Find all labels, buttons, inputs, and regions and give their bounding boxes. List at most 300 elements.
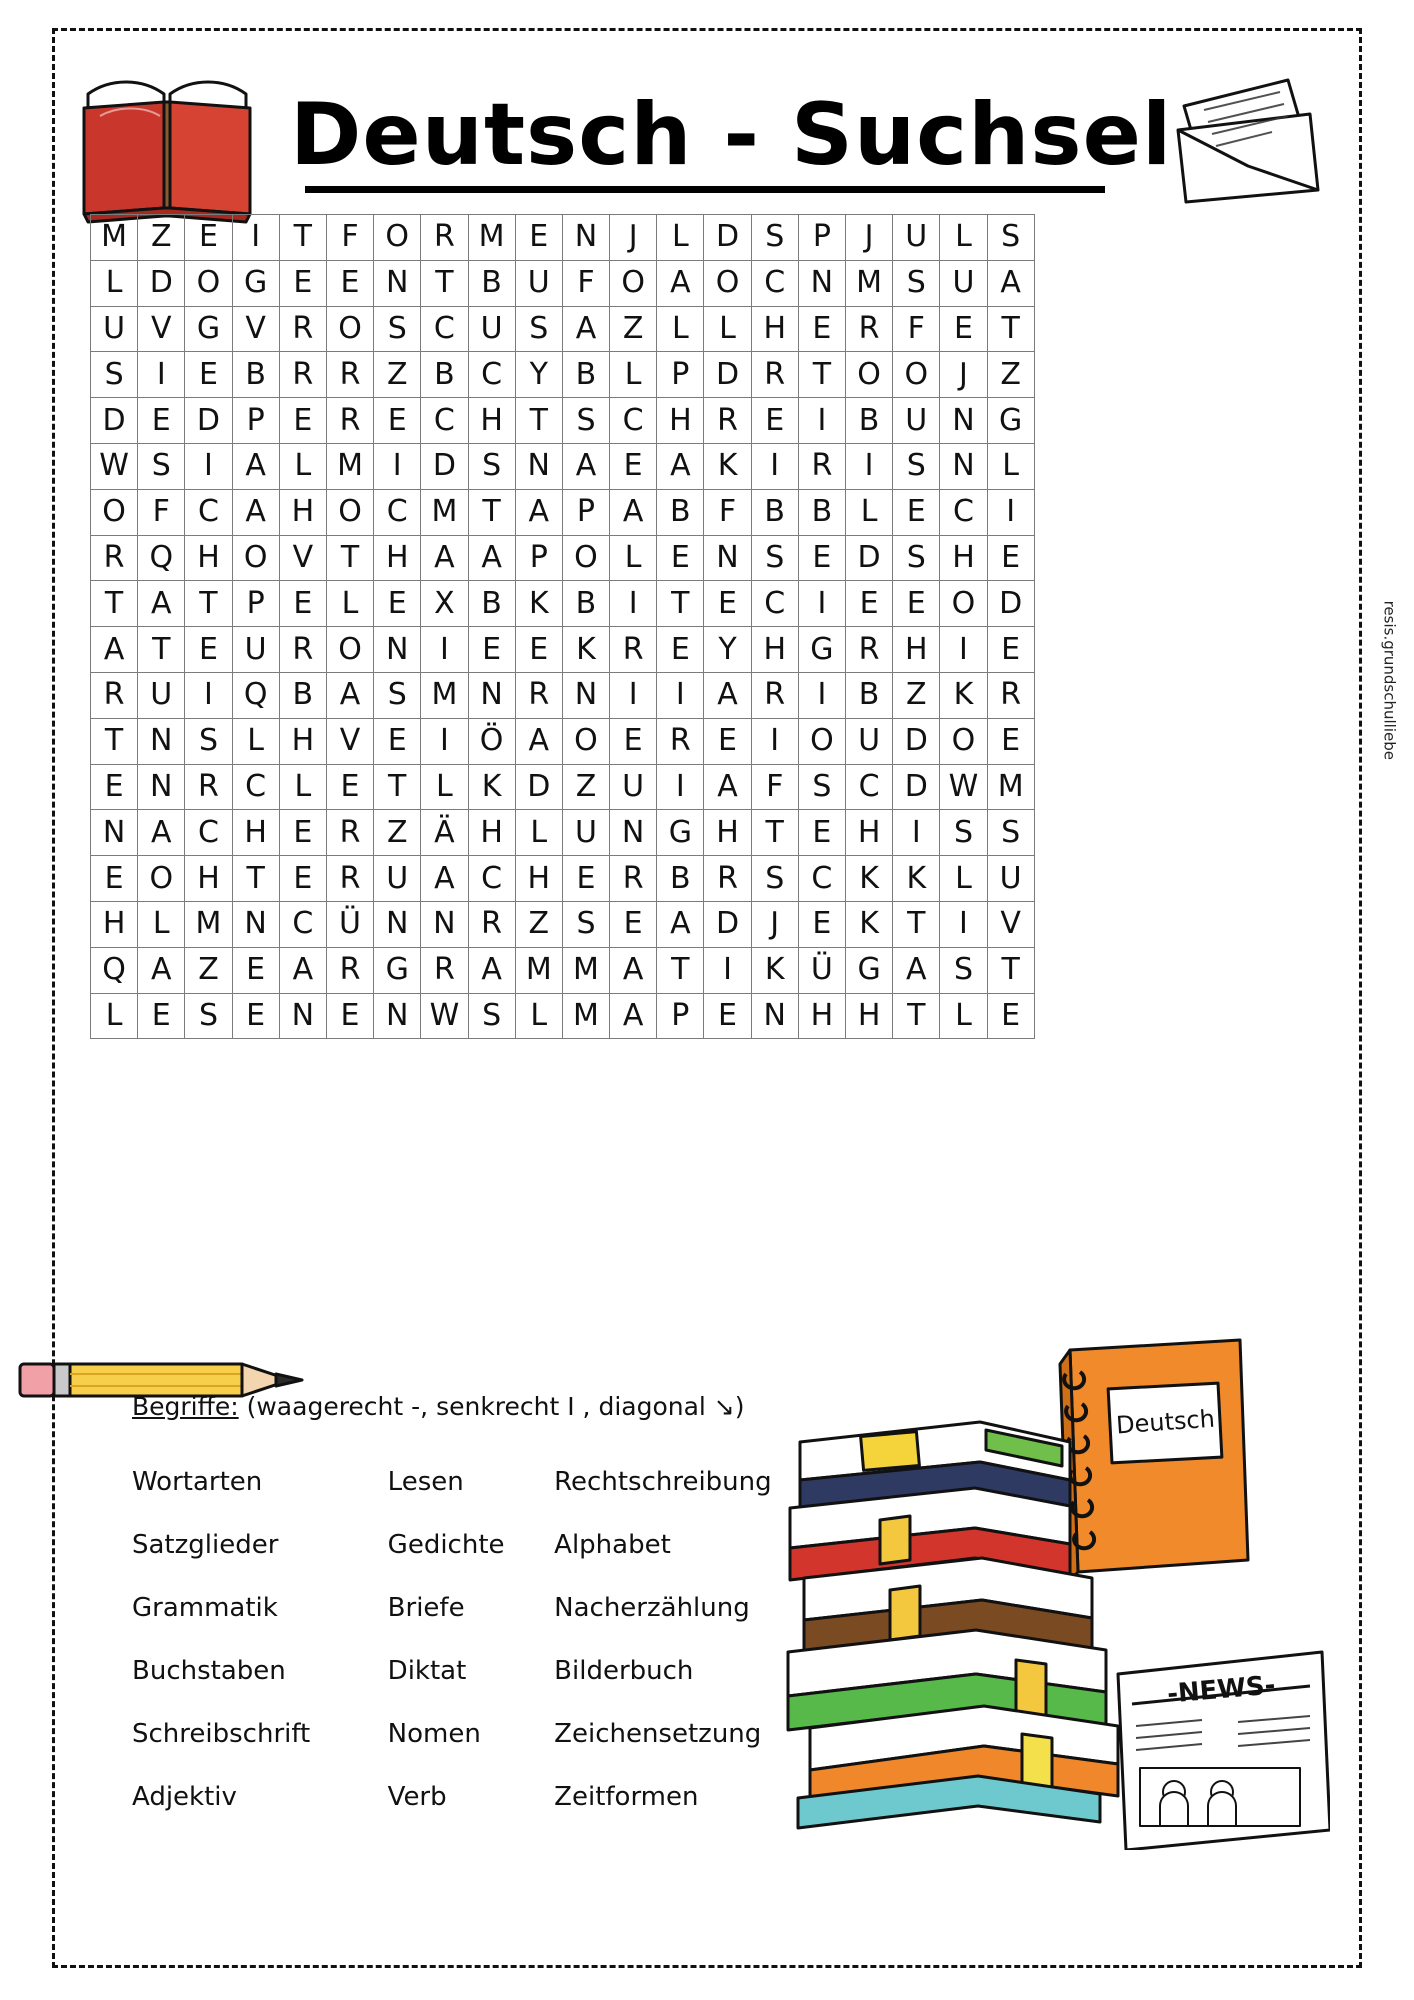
puzzle-cell[interactable]: V [326,718,373,764]
puzzle-cell[interactable]: S [91,352,138,398]
puzzle-cell[interactable]: I [940,901,987,947]
puzzle-cell[interactable]: E [232,947,279,993]
puzzle-cell[interactable]: Ü [326,901,373,947]
puzzle-cell[interactable]: A [138,947,185,993]
puzzle-cell[interactable]: D [987,581,1034,627]
puzzle-cell[interactable]: E [326,993,373,1039]
puzzle-cell[interactable]: O [326,627,373,673]
puzzle-cell[interactable]: E [610,718,657,764]
puzzle-cell[interactable]: O [940,581,987,627]
puzzle-cell[interactable]: H [279,718,326,764]
word-list-item[interactable]: Buchstaben [132,1655,286,1686]
puzzle-cell[interactable]: T [138,627,185,673]
puzzle-cell[interactable]: I [421,627,468,673]
puzzle-cell[interactable]: O [610,260,657,306]
puzzle-cell[interactable]: L [610,352,657,398]
puzzle-cell[interactable]: C [751,581,798,627]
puzzle-cell[interactable]: I [232,215,279,261]
word-list-item[interactable]: Gedichte [387,1529,505,1560]
puzzle-cell[interactable]: D [704,901,751,947]
puzzle-cell[interactable]: L [279,764,326,810]
puzzle-cell[interactable]: K [846,901,893,947]
puzzle-cell[interactable]: U [232,627,279,673]
puzzle-cell[interactable]: R [91,535,138,581]
puzzle-cell[interactable]: D [515,764,562,810]
puzzle-cell[interactable]: I [798,672,845,718]
puzzle-cell[interactable]: O [91,489,138,535]
puzzle-cell[interactable]: M [421,489,468,535]
puzzle-cell[interactable]: E [798,901,845,947]
puzzle-cell[interactable]: C [468,856,515,902]
puzzle-cell[interactable]: U [91,306,138,352]
puzzle-cell[interactable]: R [610,856,657,902]
puzzle-cell[interactable]: A [610,947,657,993]
puzzle-cell[interactable]: R [751,352,798,398]
puzzle-cell[interactable]: A [657,260,704,306]
puzzle-cell[interactable]: U [138,672,185,718]
puzzle-cell[interactable]: S [893,535,940,581]
puzzle-cell[interactable]: L [515,810,562,856]
puzzle-cell[interactable]: P [232,581,279,627]
puzzle-cell[interactable]: I [751,443,798,489]
puzzle-cell[interactable]: E [138,398,185,444]
word-list-item[interactable]: Diktat [387,1655,467,1686]
puzzle-cell[interactable]: E [279,398,326,444]
puzzle-cell[interactable]: I [657,672,704,718]
puzzle-cell[interactable]: E [374,581,421,627]
puzzle-cell[interactable]: K [468,764,515,810]
puzzle-cell[interactable]: N [374,627,421,673]
puzzle-cell[interactable]: E [279,260,326,306]
puzzle-cell[interactable]: R [515,672,562,718]
puzzle-cell[interactable]: G [987,398,1034,444]
puzzle-cell[interactable]: Q [138,535,185,581]
puzzle-cell[interactable]: L [846,489,893,535]
puzzle-cell[interactable]: A [138,581,185,627]
puzzle-cell[interactable]: H [846,993,893,1039]
puzzle-cell[interactable]: A [91,627,138,673]
puzzle-cell[interactable]: N [515,443,562,489]
puzzle-cell[interactable]: D [704,215,751,261]
puzzle-cell[interactable]: N [468,672,515,718]
puzzle-cell[interactable]: A [562,443,609,489]
puzzle-cell[interactable]: O [138,856,185,902]
puzzle-cell[interactable]: Z [562,764,609,810]
puzzle-cell[interactable]: C [279,901,326,947]
puzzle-cell[interactable]: T [91,718,138,764]
puzzle-cell[interactable]: A [515,489,562,535]
puzzle-cell[interactable]: A [515,718,562,764]
puzzle-cell[interactable]: T [798,352,845,398]
puzzle-cell[interactable]: B [562,581,609,627]
puzzle-cell[interactable]: Z [893,672,940,718]
puzzle-cell[interactable]: Ö [468,718,515,764]
puzzle-cell[interactable]: N [279,993,326,1039]
puzzle-cell[interactable]: P [232,398,279,444]
puzzle-cell[interactable]: F [326,215,373,261]
word-list-item[interactable]: Bilderbuch [554,1655,694,1686]
puzzle-cell[interactable]: C [468,352,515,398]
puzzle-cell[interactable]: I [987,489,1034,535]
puzzle-cell[interactable]: G [374,947,421,993]
puzzle-cell[interactable]: H [751,627,798,673]
puzzle-cell[interactable]: A [421,856,468,902]
puzzle-cell[interactable]: B [468,260,515,306]
puzzle-cell[interactable]: R [751,672,798,718]
puzzle-cell[interactable]: O [374,215,421,261]
puzzle-cell[interactable]: E [610,901,657,947]
puzzle-cell[interactable]: M [562,993,609,1039]
puzzle-cell[interactable]: U [468,306,515,352]
puzzle-cell[interactable]: O [798,718,845,764]
puzzle-cell[interactable]: D [893,718,940,764]
puzzle-cell[interactable]: I [846,443,893,489]
puzzle-cell[interactable]: T [279,215,326,261]
puzzle-cell[interactable]: F [751,764,798,810]
puzzle-cell[interactable]: D [421,443,468,489]
puzzle-cell[interactable]: V [987,901,1034,947]
puzzle-cell[interactable]: A [421,535,468,581]
puzzle-cell[interactable]: F [562,260,609,306]
puzzle-cell[interactable]: E [374,398,421,444]
puzzle-cell[interactable]: U [893,398,940,444]
puzzle-cell[interactable]: C [798,856,845,902]
puzzle-cell[interactable]: E [279,581,326,627]
puzzle-cell[interactable]: B [562,352,609,398]
puzzle-cell[interactable]: J [610,215,657,261]
puzzle-cell[interactable]: E [515,627,562,673]
puzzle-cell[interactable]: D [704,352,751,398]
puzzle-cell[interactable]: B [279,672,326,718]
puzzle-cell[interactable]: R [279,627,326,673]
puzzle-cell[interactable]: U [987,856,1034,902]
puzzle-cell[interactable]: P [657,993,704,1039]
puzzle-cell[interactable]: I [798,398,845,444]
puzzle-cell[interactable]: H [374,535,421,581]
puzzle-cell[interactable]: E [468,627,515,673]
puzzle-cell[interactable]: R [846,627,893,673]
puzzle-cell[interactable]: C [185,810,232,856]
puzzle-cell[interactable]: E [326,260,373,306]
puzzle-cell[interactable]: B [232,352,279,398]
puzzle-cell[interactable]: D [138,260,185,306]
puzzle-cell[interactable]: N [610,810,657,856]
puzzle-cell[interactable]: E [987,993,1034,1039]
puzzle-cell[interactable]: K [515,581,562,627]
puzzle-cell[interactable]: G [798,627,845,673]
puzzle-cell[interactable]: K [562,627,609,673]
puzzle-cell[interactable]: T [326,535,373,581]
puzzle-cell[interactable]: G [185,306,232,352]
puzzle-cell[interactable]: B [798,489,845,535]
puzzle-cell[interactable]: M [421,672,468,718]
puzzle-cell[interactable]: T [468,489,515,535]
puzzle-cell[interactable]: B [421,352,468,398]
puzzle-cell[interactable]: U [515,260,562,306]
puzzle-cell[interactable]: C [421,306,468,352]
puzzle-cell[interactable]: A [704,764,751,810]
puzzle-cell[interactable]: V [232,306,279,352]
puzzle-cell[interactable]: T [374,764,421,810]
puzzle-cell[interactable]: L [326,581,373,627]
puzzle-cell[interactable]: T [421,260,468,306]
word-list-item[interactable]: Grammatik [132,1592,278,1623]
puzzle-cell[interactable]: N [138,718,185,764]
puzzle-cell[interactable]: N [798,260,845,306]
puzzle-cell[interactable]: X [421,581,468,627]
puzzle-cell[interactable]: B [846,398,893,444]
word-list-item[interactable]: Schreibschrift [132,1718,311,1749]
puzzle-cell[interactable]: C [610,398,657,444]
puzzle-cell[interactable]: W [421,993,468,1039]
puzzle-cell[interactable]: N [374,901,421,947]
puzzle-cell[interactable]: N [940,443,987,489]
puzzle-cell[interactable]: L [940,856,987,902]
puzzle-cell[interactable]: S [468,443,515,489]
puzzle-cell[interactable]: I [657,764,704,810]
puzzle-cell[interactable]: A [279,947,326,993]
puzzle-cell[interactable]: L [940,993,987,1039]
puzzle-cell[interactable]: Ä [421,810,468,856]
puzzle-cell[interactable]: M [515,947,562,993]
puzzle-cell[interactable]: I [138,352,185,398]
puzzle-cell[interactable]: A [468,535,515,581]
puzzle-cell[interactable]: S [987,810,1034,856]
puzzle-cell[interactable]: E [751,398,798,444]
puzzle-cell[interactable]: E [704,581,751,627]
puzzle-cell[interactable]: M [846,260,893,306]
puzzle-cell[interactable]: T [893,901,940,947]
puzzle-cell[interactable]: B [751,489,798,535]
puzzle-cell[interactable]: T [987,306,1034,352]
puzzle-cell[interactable]: Q [91,947,138,993]
puzzle-cell[interactable]: A [987,260,1034,306]
puzzle-cell[interactable]: A [232,443,279,489]
puzzle-cell[interactable]: R [610,627,657,673]
word-list-item[interactable]: Zeitformen [554,1781,699,1812]
puzzle-cell[interactable]: I [940,627,987,673]
puzzle-cell[interactable]: U [846,718,893,764]
puzzle-cell[interactable]: H [515,856,562,902]
word-list-item[interactable]: Wortarten [132,1466,263,1497]
puzzle-cell[interactable]: S [940,810,987,856]
puzzle-cell[interactable]: L [657,215,704,261]
puzzle-cell[interactable]: S [185,718,232,764]
puzzle-cell[interactable]: G [657,810,704,856]
puzzle-cell[interactable]: S [374,306,421,352]
puzzle-cell[interactable]: L [610,535,657,581]
puzzle-cell[interactable]: V [279,535,326,581]
puzzle-cell[interactable]: H [468,398,515,444]
puzzle-cell[interactable]: S [798,764,845,810]
puzzle-cell[interactable]: E [704,718,751,764]
puzzle-cell[interactable]: Z [374,352,421,398]
puzzle-cell[interactable]: L [987,443,1034,489]
puzzle-cell[interactable]: R [279,352,326,398]
puzzle-cell[interactable]: D [893,764,940,810]
puzzle-cell[interactable]: Ü [798,947,845,993]
puzzle-cell[interactable]: E [798,535,845,581]
puzzle-cell[interactable]: L [138,901,185,947]
puzzle-cell[interactable]: E [515,215,562,261]
word-list-item[interactable]: Nacherzählung [554,1592,750,1623]
puzzle-cell[interactable]: D [91,398,138,444]
puzzle-cell[interactable]: H [751,306,798,352]
puzzle-cell[interactable]: M [987,764,1034,810]
puzzle-cell[interactable]: W [940,764,987,810]
puzzle-cell[interactable]: R [468,901,515,947]
puzzle-cell[interactable]: U [374,856,421,902]
puzzle-cell[interactable]: E [798,810,845,856]
puzzle-cell[interactable]: I [610,581,657,627]
puzzle-cell[interactable]: K [751,947,798,993]
puzzle-cell[interactable]: F [893,306,940,352]
puzzle-cell[interactable]: E [893,581,940,627]
puzzle-cell[interactable]: N [704,535,751,581]
puzzle-cell[interactable]: A [326,672,373,718]
puzzle-cell[interactable]: A [610,489,657,535]
puzzle-cell[interactable]: L [940,215,987,261]
puzzle-cell[interactable]: C [751,260,798,306]
puzzle-cell[interactable]: O [326,489,373,535]
puzzle-cell[interactable]: G [846,947,893,993]
puzzle-cell[interactable]: T [657,947,704,993]
puzzle-cell[interactable]: E [987,627,1034,673]
puzzle-cell[interactable]: U [940,260,987,306]
puzzle-cell[interactable]: C [846,764,893,810]
puzzle-cell[interactable]: T [185,581,232,627]
puzzle-cell[interactable]: A [893,947,940,993]
word-list-item[interactable]: Alphabet [554,1529,671,1560]
puzzle-cell[interactable]: E [657,535,704,581]
puzzle-cell[interactable]: R [987,672,1034,718]
puzzle-cell[interactable]: R [326,398,373,444]
puzzle-cell[interactable]: T [657,581,704,627]
puzzle-cell[interactable]: M [468,215,515,261]
puzzle-cell[interactable]: S [893,260,940,306]
puzzle-cell[interactable]: O [846,352,893,398]
puzzle-cell[interactable]: H [798,993,845,1039]
puzzle-cell[interactable]: E [987,718,1034,764]
puzzle-cell[interactable]: L [421,764,468,810]
puzzle-cell[interactable]: O [326,306,373,352]
puzzle-cell[interactable]: Z [987,352,1034,398]
puzzle-cell[interactable]: N [562,215,609,261]
puzzle-cell[interactable]: A [610,993,657,1039]
word-search-grid[interactable] [90,214,1035,1039]
word-list-item[interactable]: Adjektiv [132,1781,237,1812]
puzzle-cell[interactable]: T [893,993,940,1039]
puzzle-cell[interactable]: R [704,398,751,444]
puzzle-cell[interactable]: S [751,535,798,581]
puzzle-cell[interactable]: L [657,306,704,352]
puzzle-cell[interactable]: T [987,947,1034,993]
puzzle-cell[interactable]: N [940,398,987,444]
puzzle-cell[interactable]: E [138,993,185,1039]
puzzle-cell[interactable]: K [940,672,987,718]
puzzle-cell[interactable]: S [562,398,609,444]
puzzle-cell[interactable]: M [91,215,138,261]
puzzle-cell[interactable]: E [987,535,1034,581]
puzzle-cell[interactable]: A [138,810,185,856]
puzzle-cell[interactable]: N [374,260,421,306]
puzzle-cell[interactable]: E [279,810,326,856]
puzzle-cell[interactable]: Z [185,947,232,993]
puzzle-cell[interactable]: Y [515,352,562,398]
puzzle-cell[interactable]: E [91,764,138,810]
puzzle-cell[interactable]: S [468,993,515,1039]
puzzle-cell[interactable]: M [326,443,373,489]
puzzle-cell[interactable]: H [185,856,232,902]
puzzle-cell[interactable]: I [704,947,751,993]
puzzle-cell[interactable]: E [893,489,940,535]
puzzle-cell[interactable]: I [421,718,468,764]
puzzle-cell[interactable]: U [562,810,609,856]
puzzle-cell[interactable]: F [138,489,185,535]
puzzle-cell[interactable]: R [326,810,373,856]
word-list-item[interactable]: Rechtschreibung [554,1466,772,1497]
puzzle-cell[interactable]: L [279,443,326,489]
puzzle-cell[interactable]: M [185,901,232,947]
puzzle-cell[interactable]: R [846,306,893,352]
puzzle-cell[interactable]: N [91,810,138,856]
puzzle-cell[interactable]: K [893,856,940,902]
puzzle-cell[interactable]: L [515,993,562,1039]
puzzle-cell[interactable]: N [562,672,609,718]
puzzle-cell[interactable]: S [893,443,940,489]
puzzle-cell[interactable]: H [704,810,751,856]
puzzle-cell[interactable]: H [893,627,940,673]
puzzle-cell[interactable]: Q [232,672,279,718]
puzzle-cell[interactable]: A [657,901,704,947]
puzzle-cell[interactable]: E [657,627,704,673]
puzzle-cell[interactable]: R [326,947,373,993]
puzzle-cell[interactable]: S [751,856,798,902]
puzzle-cell[interactable]: C [185,489,232,535]
puzzle-cell[interactable]: L [91,260,138,306]
puzzle-cell[interactable]: E [940,306,987,352]
puzzle-cell[interactable]: E [374,718,421,764]
puzzle-cell[interactable]: E [185,215,232,261]
puzzle-cell[interactable]: U [610,764,657,810]
puzzle-cell[interactable]: I [751,718,798,764]
puzzle-cell[interactable]: T [515,398,562,444]
puzzle-cell[interactable]: E [232,993,279,1039]
puzzle-cell[interactable]: B [468,581,515,627]
puzzle-cell[interactable]: E [279,856,326,902]
puzzle-cell[interactable]: L [232,718,279,764]
puzzle-cell[interactable]: O [562,718,609,764]
puzzle-cell[interactable]: E [326,764,373,810]
puzzle-cell[interactable]: H [232,810,279,856]
puzzle-cell[interactable]: C [940,489,987,535]
puzzle-cell[interactable]: S [940,947,987,993]
puzzle-cell[interactable]: H [185,535,232,581]
word-list-item[interactable]: Satzglieder [132,1529,279,1560]
puzzle-cell[interactable]: C [421,398,468,444]
puzzle-cell[interactable]: C [374,489,421,535]
puzzle-cell[interactable]: P [798,215,845,261]
puzzle-cell[interactable]: I [185,443,232,489]
puzzle-cell[interactable]: Z [374,810,421,856]
puzzle-cell[interactable]: I [798,581,845,627]
puzzle-cell[interactable]: K [846,856,893,902]
puzzle-cell[interactable]: U [893,215,940,261]
puzzle-cell[interactable]: S [138,443,185,489]
puzzle-cell[interactable]: E [610,443,657,489]
puzzle-cell[interactable]: A [657,443,704,489]
puzzle-cell[interactable]: A [232,489,279,535]
